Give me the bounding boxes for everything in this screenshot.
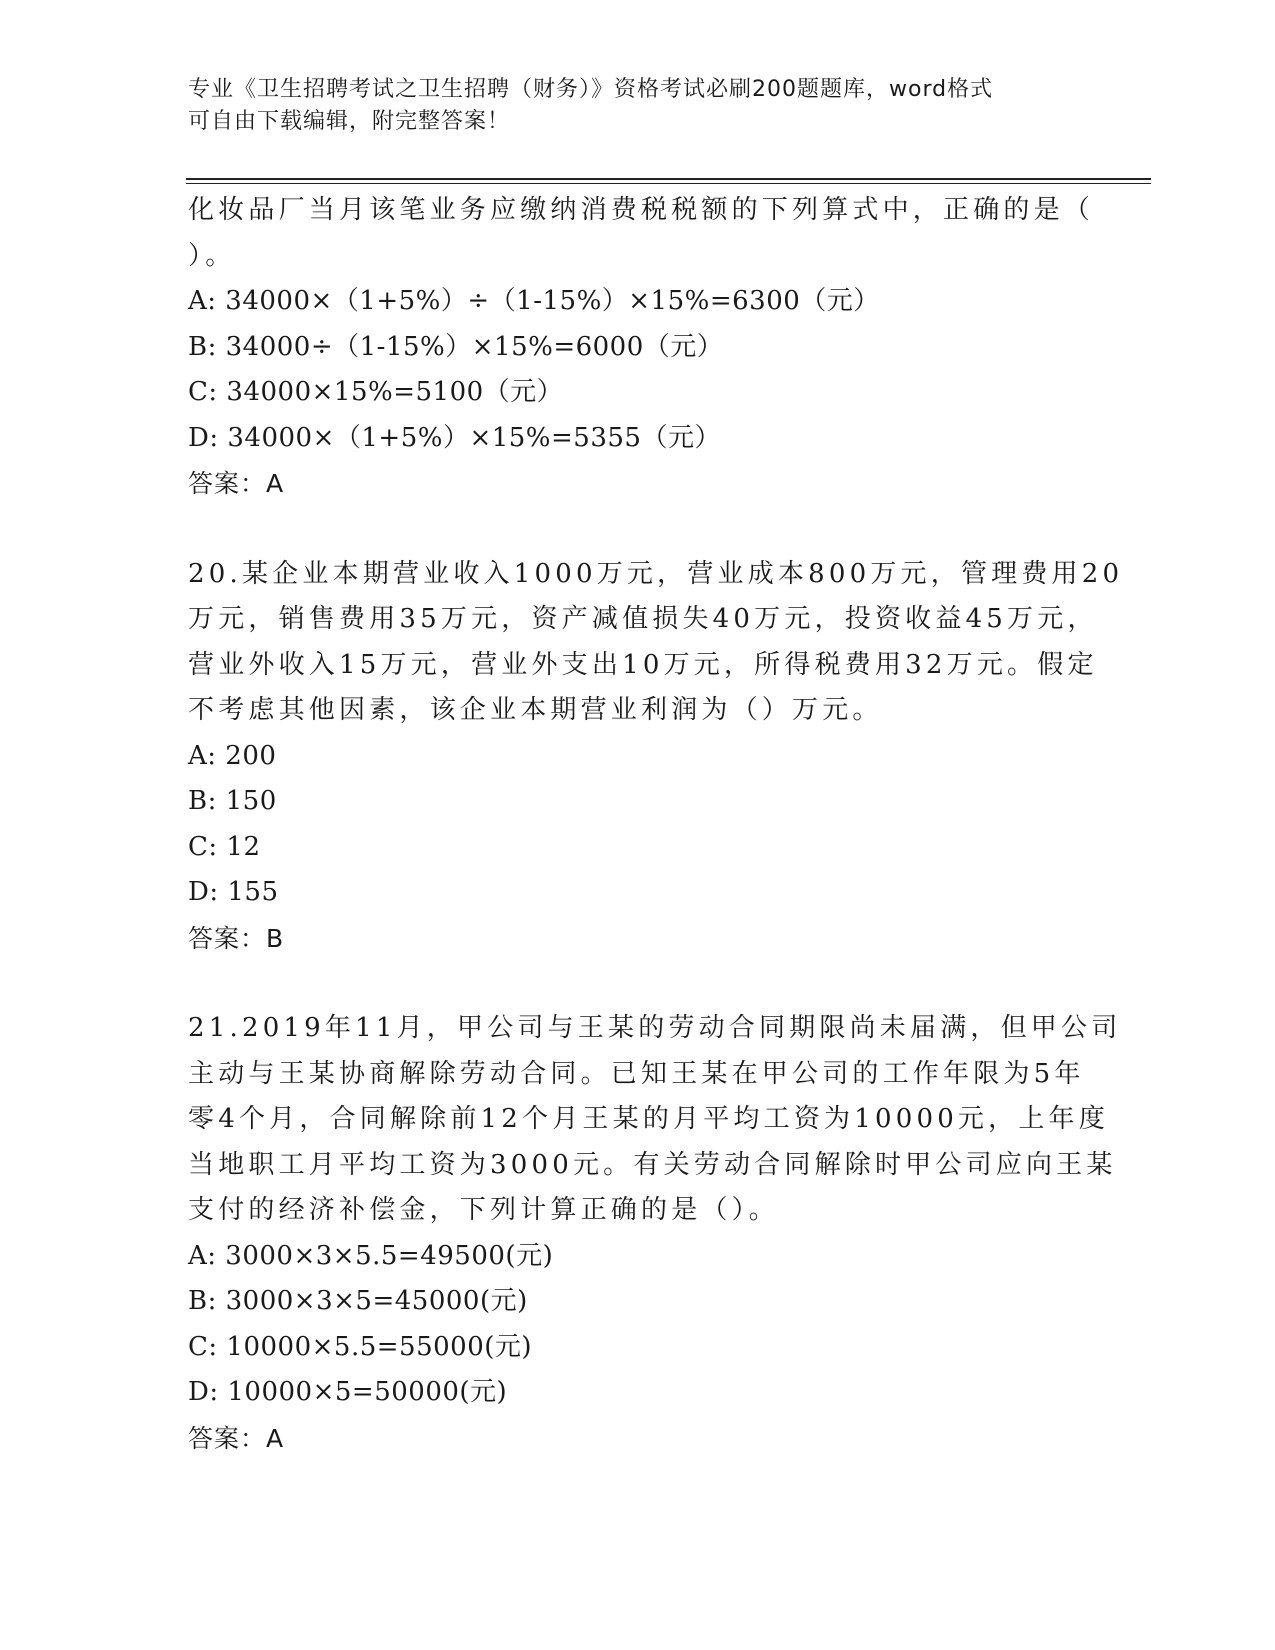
option-b: B: 34000÷（1-15%）×15%=6000（元）: [188, 331, 724, 362]
question-stem-line: 20.某企业本期营业收入1000万元，营业成本800万元，管理费用20: [188, 558, 1124, 589]
question-stem-line: 21.2019年11月，甲公司与王某的劳动合同期限尚未届满，但甲公司: [188, 1013, 1122, 1043]
option-d: D: 10000×5=50000(元): [188, 1377, 508, 1407]
question-stem-line: 化妆品厂当月该笔业务应缴纳消费税税额的下列算式中，正确的是（: [188, 195, 1095, 225]
document-header: [188, 74, 1068, 138]
option-d: D: 34000×（1+5%）×15%=5355（元）: [188, 422, 721, 453]
header-title-line-1: 专业《卫生招聘考试之卫生招聘（财务）》资格考试必刷200题题库，word格式: [188, 77, 994, 102]
question-21: [188, 1006, 1122, 1461]
question-stem-line: 主动与王某协商解除劳动合同。已知王某在甲公司的工作年限为5年: [188, 1058, 1085, 1089]
question-stem-line: 当地职工月平均工资为3000元。有关劳动合同解除时甲公司应向王某: [188, 1149, 1117, 1180]
question-20: [188, 552, 1124, 962]
question-spacer: [188, 961, 1078, 1006]
question-stem-line: 万元，销售费用35万元，资产减值损失40万元，投资收益45万元，: [188, 604, 1098, 634]
header-divider-thick: [186, 178, 1151, 180]
option-a: A: 34000×（1+5%）÷（1-15%）×15%=6300（元）: [188, 286, 880, 316]
option-b: B: 3000×3×5=45000(元): [188, 1286, 528, 1316]
question-stem-line: 支付的经济补偿金，下列计算正确的是（）。: [188, 1195, 780, 1225]
option-a: A: 3000×3×5.5=49500(元): [188, 1240, 554, 1271]
question-stem-line: 零4个月，合同解除前12个月王某的月平均工资为10000元，上年度: [188, 1104, 1109, 1134]
question-spacer: [188, 507, 1078, 552]
option-b: B: 150: [188, 786, 277, 816]
option-c: C: 10000×5.5=55000(元): [188, 1331, 533, 1362]
option-c: C: 12: [188, 831, 261, 862]
option-c: C: 34000×15%=5100（元）: [188, 377, 564, 407]
answer: 答案：A: [188, 1423, 285, 1453]
question-stem-line: 不考虑其他因素，该企业本期营业利润为（）万元。: [188, 695, 883, 725]
question-stem-line: ）。: [188, 240, 236, 271]
answer: 答案：A: [188, 469, 285, 498]
header-title-line-2: 可自由下载编辑，附完整答案！: [188, 109, 511, 134]
answer: 答案：B: [188, 923, 285, 953]
question-list: [188, 188, 1124, 1461]
question-stem-line: 营业外收入15万元，营业外支出10万元，所得税费用32万元。假定: [188, 649, 1098, 680]
header-divider-thin: [186, 183, 1151, 184]
option-a: A: 200: [188, 740, 277, 771]
question-19: [188, 188, 1095, 507]
option-d: D: 155: [188, 877, 279, 907]
